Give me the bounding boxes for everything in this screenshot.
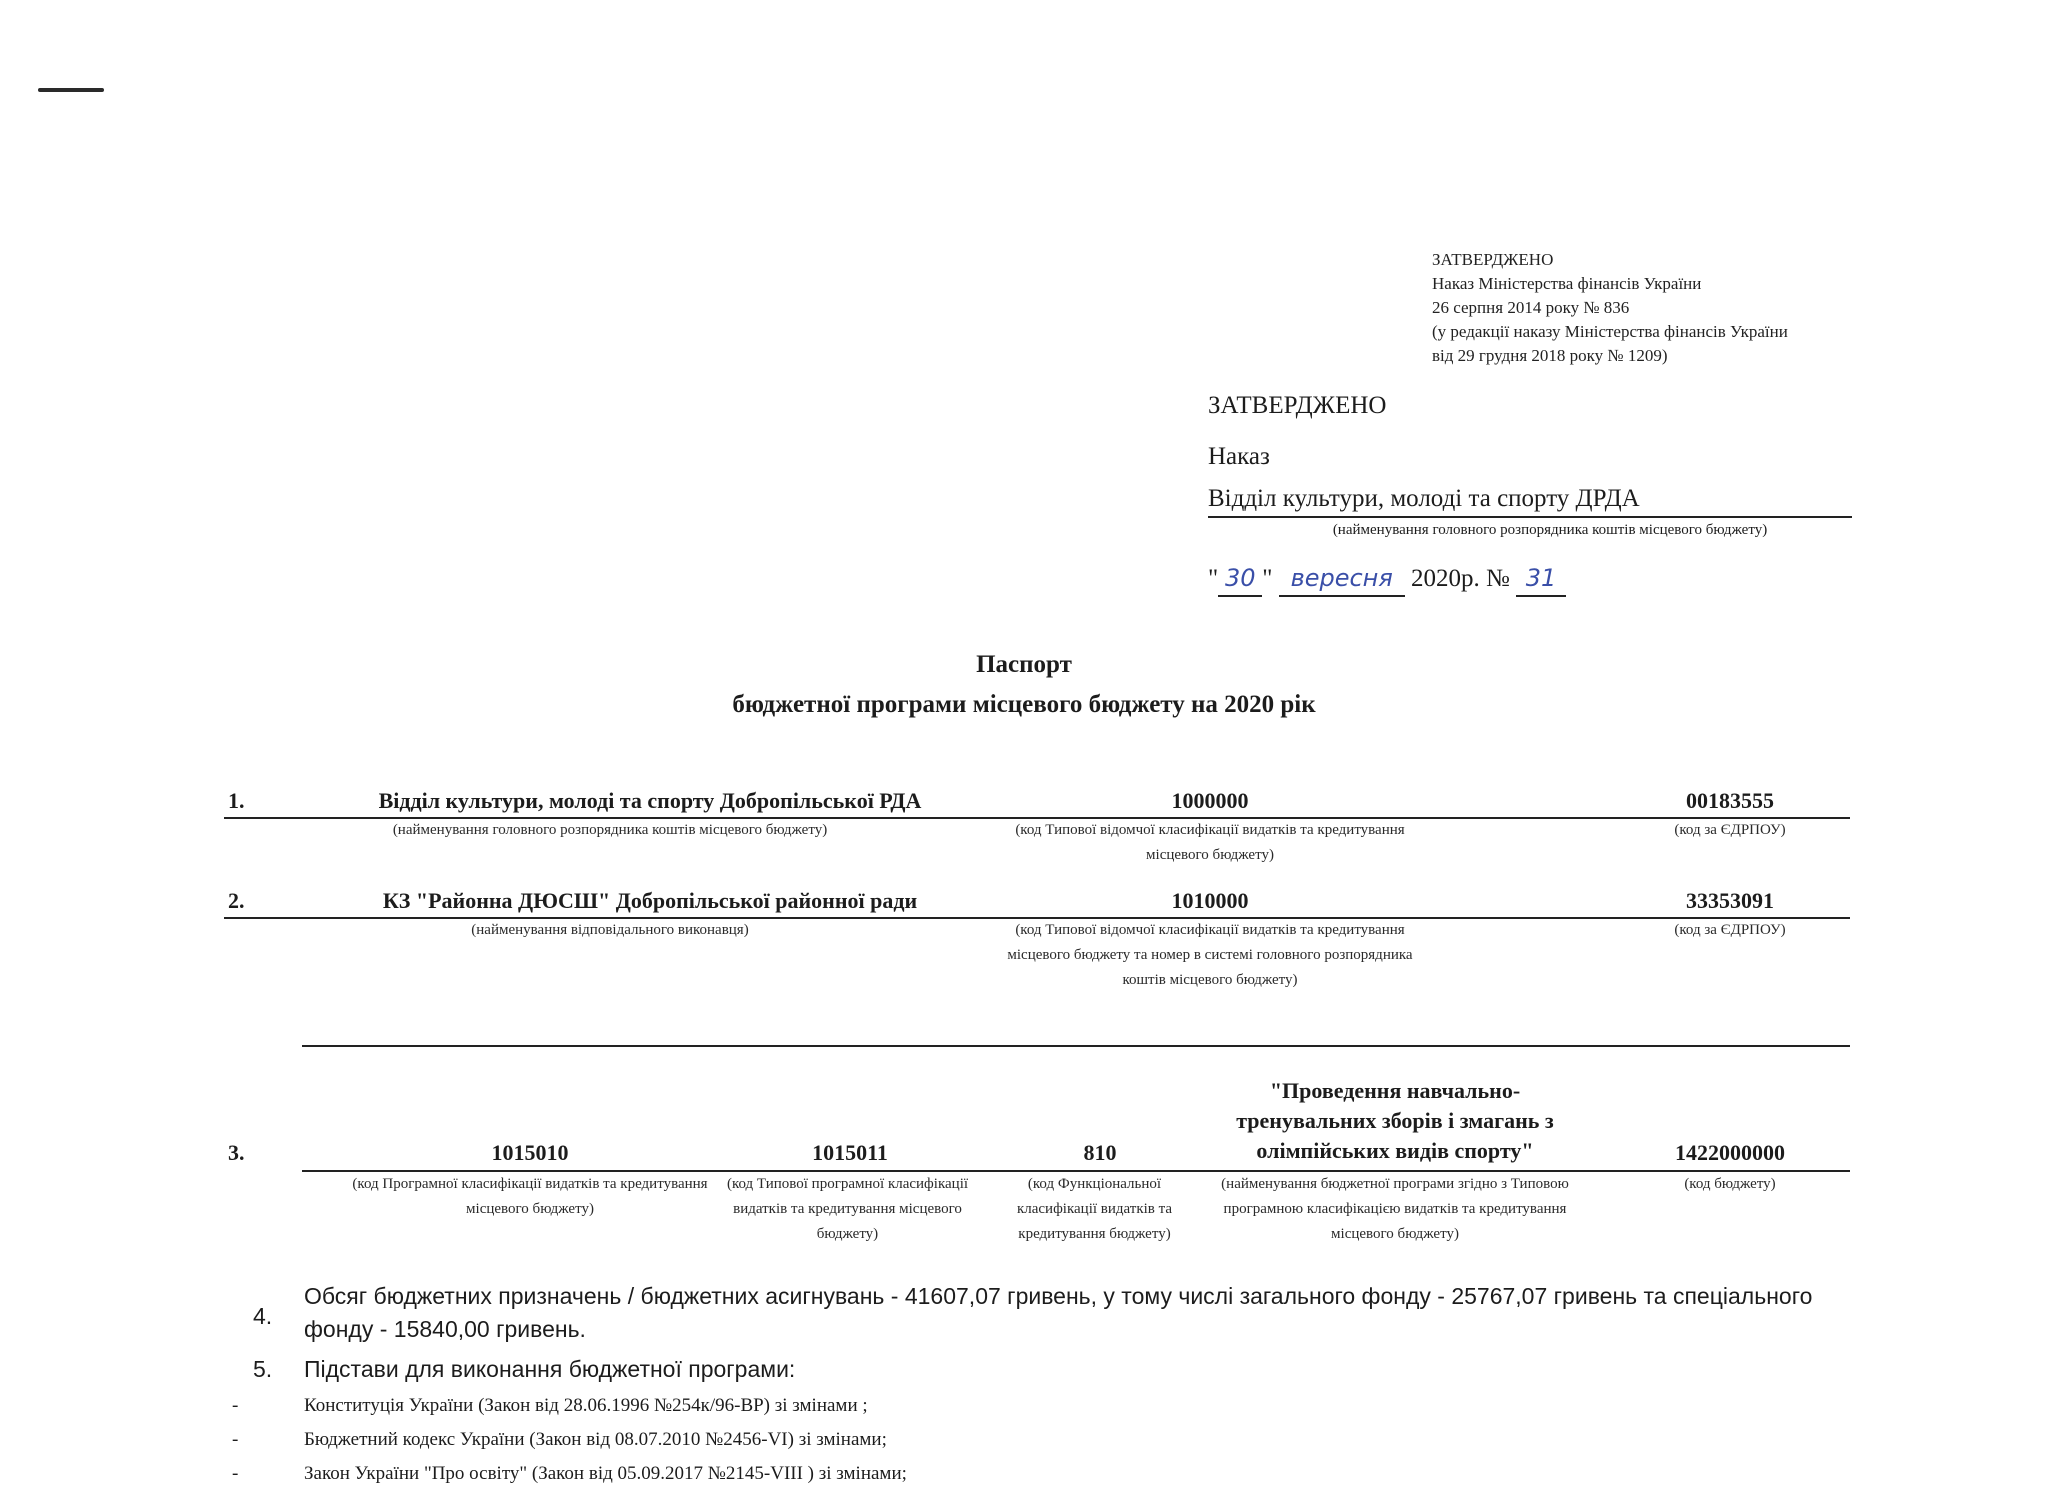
row3-program-code: 1015010: [491, 1140, 569, 1165]
row3-program-caption: (код Програмної класифікації видатків та кредитування місцевого бюджету): [352, 1176, 708, 1217]
row1-name-caption: (найменування головного розпорядника коштів місцевого бюджету): [392, 822, 828, 838]
row2-edrpou: 33353091: [1686, 888, 1774, 913]
approval-mf-line: (у редакції наказу Міністерства фінансів України: [1432, 322, 1788, 341]
row1-edrpou: 00183555: [1686, 788, 1774, 813]
section4-number: 4.: [253, 1303, 273, 1329]
row2-edrpou-caption: (код за ЄДРПОУ): [1674, 922, 1786, 938]
approval-date-year: 2020р. №: [1410, 565, 1510, 592]
section5-number: 5.: [253, 1356, 273, 1382]
row2-name-caption: (найменування відповідального виконавця): [471, 922, 749, 938]
approval-title: ЗАТВЕРДЖЕНО: [1208, 392, 1387, 419]
basis-item: Закон України "Про освіту" (Закон від 05.09.2017 №2145-VIII ) зі змінами;: [304, 1463, 907, 1484]
basis-bullet: -: [232, 1463, 239, 1484]
row1-number: 1.: [228, 788, 245, 813]
row1-name: Відділ культури, молоді та спорту Добропільської РДА: [378, 788, 922, 813]
row3-budget-code: 1422000000: [1675, 1140, 1785, 1165]
approval-order-label: Наказ: [1208, 443, 1270, 470]
row2-number: 2.: [228, 888, 245, 913]
row2-name: КЗ "Районна ДЮСШ" Добропільської районної ради: [382, 888, 918, 913]
row3-typical-code: 1015011: [812, 1140, 888, 1165]
row2-code: 1010000: [1171, 888, 1249, 913]
approval-order-number: 31: [1516, 561, 1566, 597]
row1-code-caption: (код Типової відомчої класифікації видатків та кредитування місцевого бюджету): [1015, 822, 1405, 863]
approval-mf-line: 26 серпня 2014 року № 836: [1432, 298, 1630, 317]
heading-line1: Паспорт: [976, 651, 1072, 678]
basis-item: Конституція України (Закон від 28.06.1996 №254к/96-ВР) зі змінами ;: [304, 1395, 868, 1416]
basis-item: Бюджетний кодекс України (Закон від 08.07.2010 №2456-VI) зі змінами;: [304, 1429, 887, 1450]
basis-bullet: -: [232, 1395, 239, 1416]
row1-edrpou-caption: (код за ЄДРПОУ): [1674, 822, 1786, 838]
approval-organization: Відділ культури, молоді та спорту ДРДА: [1208, 484, 1852, 518]
row3-program-name: "Проведення навчально-тренувальних зборів і змагань з олімпійських видів спорту": [1236, 1078, 1554, 1163]
row1-code: 1000000: [1171, 788, 1249, 813]
approval-mf-line: ЗАТВЕРДЖЕНО: [1432, 250, 1554, 269]
section4-text: Обсяг бюджетних призначень / бюджетних асигнувань - 41607,07 гривень, у тому числі загального фонду - 25767,07 гривень та спеціального фонду - 15840,00 гривень.: [304, 1283, 1813, 1342]
row3-number: 3.: [228, 1140, 245, 1165]
row3-functional-code: 810: [1083, 1140, 1117, 1165]
document-heading: [0, 645, 2048, 725]
section-divider: [302, 1045, 1850, 1047]
approval-mf-line: Наказ Міністерства фінансів України: [1432, 274, 1702, 293]
row2-code-caption: (код Типової відомчої класифікації видатків та кредитування місцевого бюджету та номер в системі головного розпорядника коштів місцевого бюджету): [1007, 922, 1413, 988]
row3-budget-caption: (код бюджету): [1684, 1176, 1776, 1192]
scan-mark: [38, 88, 104, 92]
approval-date-day: 30: [1218, 561, 1262, 597]
row3-functional-caption: (код Функціональної класифікації видатків та кредитування бюджету): [1016, 1176, 1173, 1242]
approval-mf-block: [1432, 248, 1788, 368]
approval-date-month: вересня: [1279, 561, 1405, 597]
section5-title: Підстави для виконання бюджетної програми:: [304, 1356, 796, 1382]
heading-line2: бюджетної програми місцевого бюджету на 2020 рік: [732, 691, 1316, 718]
approval-block: [1208, 390, 1852, 597]
approval-date: " 30 " вересня 2020р. № 31: [1208, 561, 1852, 597]
basis-bullet: -: [232, 1429, 239, 1450]
approval-mf-line: від 29 грудня 2018 року № 1209): [1432, 346, 1668, 365]
row3-program-name-caption: (найменування бюджетної програми згідно з Типовою програмною класифікацією видатків та кредитування місцевого бюджету): [1221, 1176, 1569, 1242]
approval-organization-caption: (найменування головного розпорядника коштів місцевого бюджету): [1332, 522, 1768, 538]
row3-typical-caption: (код Типової програмної класифікації видатків та кредитування місцевого бюджету): [726, 1176, 969, 1242]
